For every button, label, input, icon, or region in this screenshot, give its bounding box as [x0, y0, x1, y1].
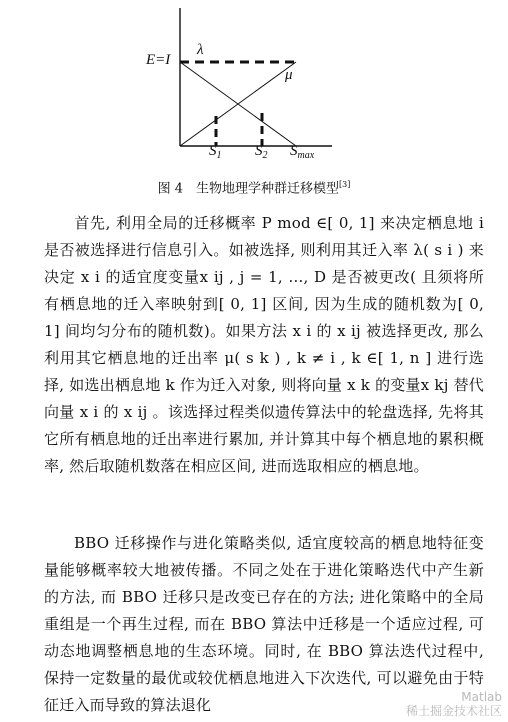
mu-label: μ [285, 67, 293, 83]
paragraph-2-text: BBO 迁移操作与进化策略类似, 适宜度较高的栖息地特征变量能够概率较大地被传播。不同之处在于进化策略迭代中产生新的方法, 而 BBO 迁移只是改变已存在的方法; 进化策略中的全局重组是一个再生过程, 而在 BBO 算法中迁移是一个适应过程, 可动态地调整栖息地的生态环境。同时, 在 BBO 算法迭代过程中, 保持一定数量的最优或较优栖息地进入下次迭代, 可以避免由于特征迁入而导致的算法退化 [44, 534, 484, 714]
smax-label [290, 144, 314, 161]
caption-text: 图 4 生物地理学种群迁移模型 [157, 181, 340, 197]
figure [0, 0, 508, 200]
s1-subscript: 1 [216, 150, 222, 161]
s2-text: S [255, 143, 263, 159]
watermark-line-1: Matlab [461, 690, 502, 704]
s2-subscript: 2 [262, 150, 268, 161]
figure-caption [0, 176, 508, 198]
e-equals-i-label: E=I [146, 52, 171, 68]
watermark-line-2: 稀土掘金技术社区 [405, 704, 502, 718]
paragraph-1 [44, 210, 484, 480]
smax-text: S [290, 143, 298, 159]
s2-label [255, 144, 268, 161]
s1-text: S [209, 143, 217, 159]
caption-reference: [3] [339, 180, 351, 189]
watermark [406, 690, 502, 718]
s1-label [209, 144, 222, 161]
migration-model-diagram [0, 0, 508, 175]
paragraph-1-text: 首先, 利用全局的迁移概率 P mod ∈[ 0, 1] 来决定栖息地 i 是否被选择进行信息引入。如被选择, 则利用其迁入率 λ( s i ) 来决定 x i 的适宜度变量x ij , j = 1, …, D 是否被更改( 且须将所有栖息地的迁入率映射到[ 0, 1] 区间, 因为生成的随机数为[ 0, 1] 间均匀分布的随机数)。如果方法 x i 的 x ij 被选择更改, 那么利用其它栖息地的迁出率 μ( s k ) , k ≠ i , k ∈[ 1, n ] 进行选择, 如选出栖息地 k 作为迁入对象, 则将向量 x k 的变量x kj 替代向量 x i 的 x ij 。该选择过程类似遗传算法中的轮盘选择, 先将其它所有栖息地的迁出率进行累加, 并计算其中每个栖息地的累积概率, 然后取随机数落在相应区间, 进而选取相应的栖息地。 [44, 214, 484, 475]
smax-subscript: max [297, 150, 315, 161]
lambda-label: λ [197, 42, 204, 58]
